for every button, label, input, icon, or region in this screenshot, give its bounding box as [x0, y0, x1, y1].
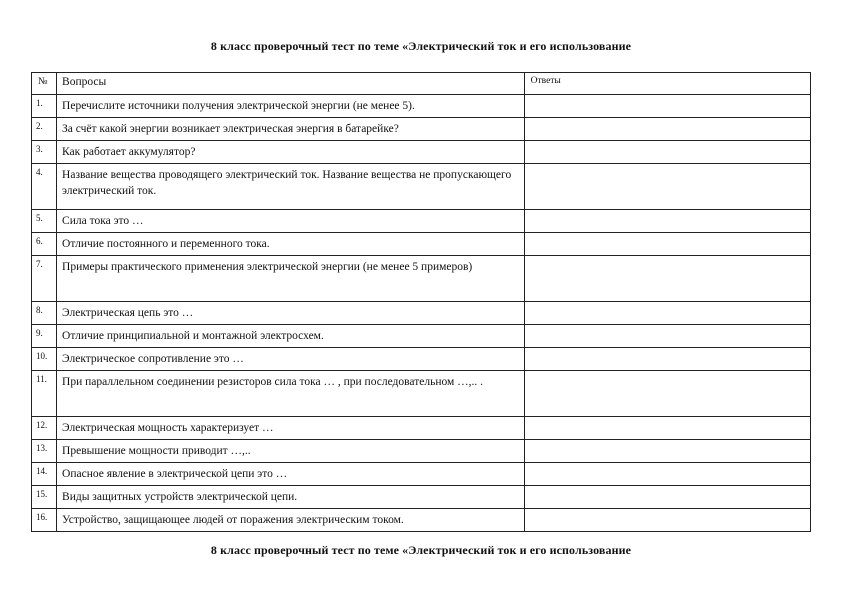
- answer-cell[interactable]: [524, 371, 810, 417]
- table-row: [32, 233, 811, 256]
- question-number: 7.: [32, 256, 57, 302]
- question-text: Как работает аккумулятор?: [57, 141, 525, 164]
- question-number: 5.: [32, 210, 57, 233]
- question-number: 10.: [32, 348, 57, 371]
- table-row: [32, 95, 811, 118]
- question-text: Электрическая мощность характеризует …: [57, 417, 525, 440]
- question-number: 4.: [32, 164, 57, 210]
- table-row: [32, 486, 811, 509]
- questions-table: [31, 72, 811, 532]
- question-text: Электрическая цепь это …: [57, 302, 525, 325]
- question-number: 8.: [32, 302, 57, 325]
- question-number: 3.: [32, 141, 57, 164]
- question-text: Устройство, защищающее людей от поражения электрическим током.: [57, 509, 525, 532]
- answer-cell[interactable]: [524, 348, 810, 371]
- answer-cell[interactable]: [524, 141, 810, 164]
- question-number: 9.: [32, 325, 57, 348]
- header-questions: Вопросы: [57, 73, 525, 95]
- answer-cell[interactable]: [524, 486, 810, 509]
- table-header-row: [32, 73, 811, 95]
- question-text: Перечислите источники получения электрической энергии (не менее 5).: [57, 95, 525, 118]
- answer-cell[interactable]: [524, 210, 810, 233]
- question-text: Сила тока это …: [57, 210, 525, 233]
- question-text: Отличие постоянного и переменного тока.: [57, 233, 525, 256]
- answer-cell[interactable]: [524, 233, 810, 256]
- table-row: [32, 509, 811, 532]
- header-number: №: [32, 73, 57, 95]
- question-text: Электрическое сопротивление это …: [57, 348, 525, 371]
- question-number: 13.: [32, 440, 57, 463]
- question-number: 14.: [32, 463, 57, 486]
- question-number: 1.: [32, 95, 57, 118]
- answer-cell[interactable]: [524, 463, 810, 486]
- question-text: Виды защитных устройств электрической цепи.: [57, 486, 525, 509]
- question-text: При параллельном соединении резисторов сила тока … , при последовательном …,.. .: [57, 371, 525, 417]
- question-text: Опасное явление в электрической цепи это …: [57, 463, 525, 486]
- question-number: 11.: [32, 371, 57, 417]
- question-text: Название вещества проводящего электрический ток. Название вещества не пропускающего электрический ток.: [57, 164, 525, 210]
- table-row: [32, 440, 811, 463]
- table-row: [32, 302, 811, 325]
- answer-cell[interactable]: [524, 440, 810, 463]
- answer-cell[interactable]: [524, 164, 810, 210]
- table-row: [32, 164, 811, 210]
- table-row: [32, 325, 811, 348]
- table-row: [32, 417, 811, 440]
- table-row: [32, 210, 811, 233]
- header-answers: Ответы: [524, 73, 810, 95]
- question-text: Превышение мощности приводит …,..: [57, 440, 525, 463]
- table-row: [32, 141, 811, 164]
- answer-cell[interactable]: [524, 325, 810, 348]
- answer-cell[interactable]: [524, 509, 810, 532]
- question-text: За счёт какой энергии возникает электрическая энергия в батарейке?: [57, 118, 525, 141]
- table-row: [32, 463, 811, 486]
- answer-cell[interactable]: [524, 417, 810, 440]
- table-row: [32, 256, 811, 302]
- question-text: Отличие принципиальной и монтажной электросхем.: [57, 325, 525, 348]
- page-title: 8 класс проверочный тест по теме «Электрический ток и его использование: [210, 39, 632, 53]
- table-row: [32, 348, 811, 371]
- answer-cell[interactable]: [524, 302, 810, 325]
- answer-cell[interactable]: [524, 118, 810, 141]
- footer-title: 8 класс проверочный тест по теме «Электрический ток и его использование: [210, 543, 632, 557]
- question-number: 6.: [32, 233, 57, 256]
- table-row: [32, 371, 811, 417]
- question-number: 2.: [32, 118, 57, 141]
- question-number: 16.: [32, 509, 57, 532]
- answer-cell[interactable]: [524, 256, 810, 302]
- question-number: 12.: [32, 417, 57, 440]
- table-row: [32, 118, 811, 141]
- question-text: Примеры практического применения электрической энергии (не менее 5 примеров): [57, 256, 525, 302]
- answer-cell[interactable]: [524, 95, 810, 118]
- question-number: 15.: [32, 486, 57, 509]
